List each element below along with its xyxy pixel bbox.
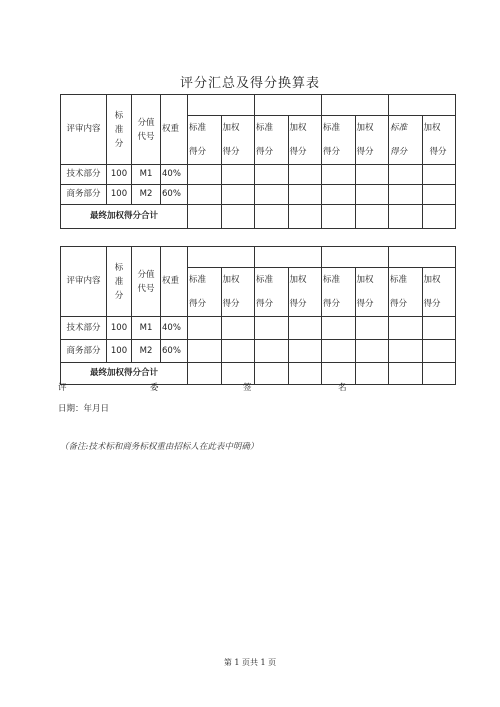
cell: [389, 205, 423, 229]
header-code: 分值 代号: [132, 95, 161, 165]
cell: [322, 185, 356, 205]
cell: [355, 165, 389, 185]
header-weighted-score: 加权 得分: [355, 268, 389, 317]
evaluator-group-1: [188, 247, 255, 268]
cell: [355, 363, 389, 385]
total-row: [61, 363, 456, 385]
cell: [389, 317, 423, 340]
header-std-score: 标准 得分: [322, 116, 356, 165]
cell: [255, 363, 289, 385]
row-name: 技术部分: [61, 317, 107, 340]
remark-note: （备注:技术标和商务标权重由招标人在此表中明确）: [60, 442, 259, 452]
row-std: 100: [107, 185, 132, 205]
table-row: [61, 165, 456, 185]
row-weight: 40%: [161, 165, 188, 185]
cell: [422, 317, 456, 340]
row-code: M2: [132, 340, 161, 363]
header-weighted-score: 加权 得分: [221, 268, 255, 317]
header-standard-score: 标 准 分: [107, 95, 132, 165]
cell: [355, 317, 389, 340]
cell: [188, 340, 222, 363]
row-code: M2: [132, 185, 161, 205]
cell: [288, 363, 322, 385]
cell: [221, 165, 255, 185]
cell: [288, 165, 322, 185]
cell: [422, 205, 456, 229]
header-std-score: 标准 得分: [188, 268, 222, 317]
cell: [322, 340, 356, 363]
header-standard-score: 标 准 分: [107, 247, 132, 317]
cell: [422, 363, 456, 385]
header-weighted-score: 加权 得分: [422, 116, 456, 165]
header-weight: 权重: [161, 247, 188, 317]
cell: [188, 165, 222, 185]
header-item: 评审内容: [61, 247, 107, 317]
cell: [288, 317, 322, 340]
page-title: 评分汇总及得分换算表: [179, 76, 320, 91]
signature-char: 委: [150, 383, 159, 393]
row-name: 技术部分: [61, 165, 107, 185]
cell: [221, 205, 255, 229]
table-row: [61, 185, 456, 205]
row-name: 商务部分: [61, 340, 107, 363]
cell: [188, 317, 222, 340]
score-table-1: [60, 94, 456, 229]
cell: [422, 185, 456, 205]
row-code: M1: [132, 165, 161, 185]
signature-char: 评: [58, 383, 67, 393]
cell: [255, 340, 289, 363]
evaluator-group-4: [389, 247, 456, 268]
cell: [255, 165, 289, 185]
cell: [322, 205, 356, 229]
cell: [188, 205, 222, 229]
row-std: 100: [107, 317, 132, 340]
header-weighted-score: 加权 得分: [355, 116, 389, 165]
row-std: 100: [107, 340, 132, 363]
cell: [221, 185, 255, 205]
header-std-score: 标准 得分: [322, 268, 356, 317]
evaluator-group-3: [322, 247, 389, 268]
cell: [221, 340, 255, 363]
table-row: [61, 340, 456, 363]
header-item: 评审内容: [61, 95, 107, 165]
evaluator-group-2: [255, 95, 322, 116]
row-name: 商务部分: [61, 185, 107, 205]
cell: [288, 205, 322, 229]
cell: [389, 340, 423, 363]
row-weight: 40%: [161, 317, 188, 340]
signature-char: 签: [243, 383, 252, 393]
table-row: [61, 317, 456, 340]
row-std: 100: [107, 165, 132, 185]
cell: [188, 363, 222, 385]
header-code: 分值 代号: [132, 247, 161, 317]
cell: [288, 185, 322, 205]
cell: [389, 363, 423, 385]
row-weight: 60%: [161, 185, 188, 205]
cell: [322, 317, 356, 340]
total-label: 最终加权得分合计: [61, 363, 188, 385]
total-label: 最终加权得分合计: [61, 205, 188, 229]
cell: [255, 205, 289, 229]
evaluator-group-3: [322, 95, 389, 116]
cell: [355, 185, 389, 205]
header-std-score: 标准 得分: [188, 116, 222, 165]
header-weighted-score: 加权 得分: [422, 268, 456, 317]
cell: [422, 165, 456, 185]
cell: [255, 317, 289, 340]
cell: [188, 185, 222, 205]
page-footer: 第 1 页共 1 页: [223, 658, 277, 667]
evaluator-group-2: [255, 247, 322, 268]
header-weighted-score: 加权 得分: [288, 116, 322, 165]
header-std-score: 标准 得分: [255, 268, 289, 317]
cell: [389, 185, 423, 205]
header-std-score: 标准 得分: [255, 116, 289, 165]
header-weighted-score: 加权 得分: [288, 268, 322, 317]
row-code: M1: [132, 317, 161, 340]
cell: [355, 340, 389, 363]
score-table-2: [60, 246, 456, 385]
cell: [255, 185, 289, 205]
row-weight: 60%: [161, 340, 188, 363]
cell: [288, 340, 322, 363]
header-weighted-score: 加权 得分: [221, 116, 255, 165]
header-std-score: 标准 得分: [389, 116, 423, 165]
evaluator-group-1: [188, 95, 255, 116]
header-std-score: 标准 得分: [389, 268, 423, 317]
cell: [221, 317, 255, 340]
cell: [389, 165, 423, 185]
cell: [422, 340, 456, 363]
header-weight: 权重: [161, 95, 188, 165]
date-label: 日期：年月日: [58, 404, 110, 414]
signature-char: 名: [338, 383, 347, 393]
evaluator-group-4: [389, 95, 456, 116]
cell: [322, 165, 356, 185]
cell: [355, 205, 389, 229]
total-row: [61, 205, 456, 229]
